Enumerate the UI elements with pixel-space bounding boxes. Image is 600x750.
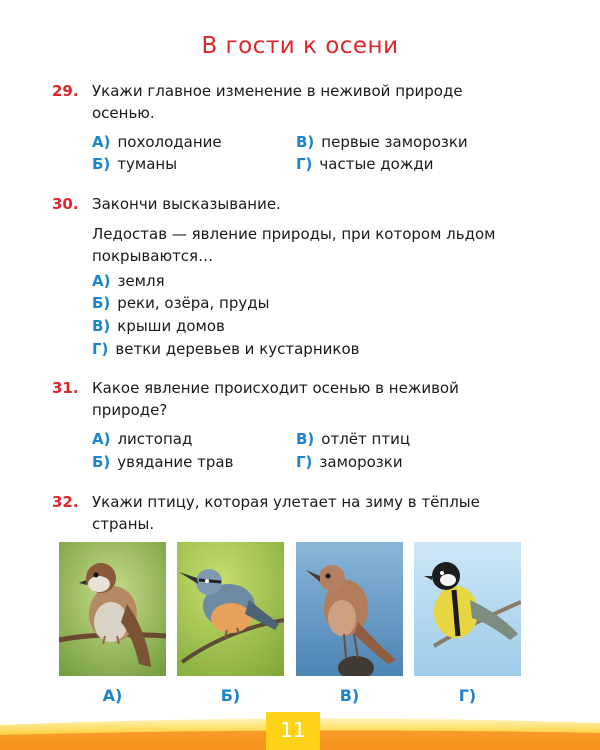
answer-letter: В) bbox=[296, 133, 315, 151]
photo-label: Б) bbox=[220, 686, 241, 705]
answer-letter: Б) bbox=[92, 155, 111, 173]
answer-letter: А) bbox=[92, 430, 111, 448]
robin-illustration bbox=[296, 542, 403, 676]
tit-illustration bbox=[414, 542, 521, 676]
question-32 bbox=[52, 491, 530, 535]
answer-letter: Г) bbox=[296, 155, 313, 173]
answer-letter: В) bbox=[92, 317, 111, 335]
answer-option[interactable] bbox=[296, 153, 433, 175]
answer-option[interactable] bbox=[296, 131, 468, 153]
answer-text: увядание трав bbox=[117, 453, 234, 471]
answer-option[interactable] bbox=[92, 338, 359, 360]
tit-photo[interactable] bbox=[414, 542, 521, 676]
question-text: Какое явление происходит осенью в неживой природе? bbox=[92, 379, 459, 419]
page-title: В гости к осени bbox=[201, 33, 399, 59]
answer-text: отлёт птиц bbox=[321, 430, 411, 448]
nuthatch-photo[interactable] bbox=[177, 542, 284, 676]
question-text: Укажи главное изменение в неживой природе осенью. bbox=[92, 82, 463, 122]
answer-letter: А) bbox=[92, 272, 111, 290]
question-text: Закончи высказывание. bbox=[92, 195, 281, 213]
answer-letter: Б) bbox=[92, 294, 111, 312]
question-number: 32. bbox=[52, 493, 79, 511]
sparrow-illustration bbox=[59, 542, 166, 676]
question-statement bbox=[92, 223, 532, 267]
answer-text: похолодание bbox=[117, 133, 222, 151]
answer-text: крыши домов bbox=[117, 317, 225, 335]
robin-photo[interactable] bbox=[296, 542, 403, 676]
answer-option[interactable] bbox=[92, 451, 233, 473]
answer-option[interactable] bbox=[92, 131, 222, 153]
answer-text: ветки деревьев и кустарников bbox=[115, 340, 360, 358]
page-number: 11 bbox=[266, 712, 320, 750]
answer-text: реки, озёра, пруды bbox=[117, 294, 270, 312]
photo-label: А) bbox=[102, 686, 123, 705]
statement-text: Ледостав — явление природы, при котором льдом покрываются… bbox=[92, 225, 496, 265]
answer-option[interactable] bbox=[296, 428, 410, 450]
answer-text: частые дожди bbox=[319, 155, 434, 173]
answer-option[interactable] bbox=[92, 153, 177, 175]
answer-option[interactable] bbox=[92, 428, 192, 450]
answer-text: листопад bbox=[117, 430, 193, 448]
answer-text: земля bbox=[117, 272, 165, 290]
answer-letter: А) bbox=[92, 133, 111, 151]
answer-option[interactable] bbox=[92, 315, 225, 337]
answer-letter: Г) bbox=[296, 453, 313, 471]
answer-option[interactable] bbox=[92, 292, 269, 314]
question-text: Укажи птицу, которая улетает на зиму в тёплые страны. bbox=[92, 493, 480, 533]
photo-label: Г) bbox=[458, 686, 477, 705]
answer-letter: Б) bbox=[92, 453, 111, 471]
question-29 bbox=[52, 80, 530, 124]
question-number: 29. bbox=[52, 82, 79, 100]
answer-letter: В) bbox=[296, 430, 315, 448]
answer-option[interactable] bbox=[296, 451, 403, 473]
question-number: 31. bbox=[52, 379, 79, 397]
answer-letter: Г) bbox=[92, 340, 109, 358]
answer-option[interactable] bbox=[92, 270, 165, 292]
question-number: 30. bbox=[52, 195, 79, 213]
answer-text: первые заморозки bbox=[321, 133, 468, 151]
answer-text: заморозки bbox=[319, 453, 403, 471]
answer-text: туманы bbox=[117, 155, 178, 173]
sparrow-photo[interactable] bbox=[59, 542, 166, 676]
nuthatch-illustration bbox=[177, 542, 284, 676]
photo-label: В) bbox=[339, 686, 360, 705]
question-30 bbox=[52, 193, 530, 215]
question-31 bbox=[52, 377, 530, 421]
